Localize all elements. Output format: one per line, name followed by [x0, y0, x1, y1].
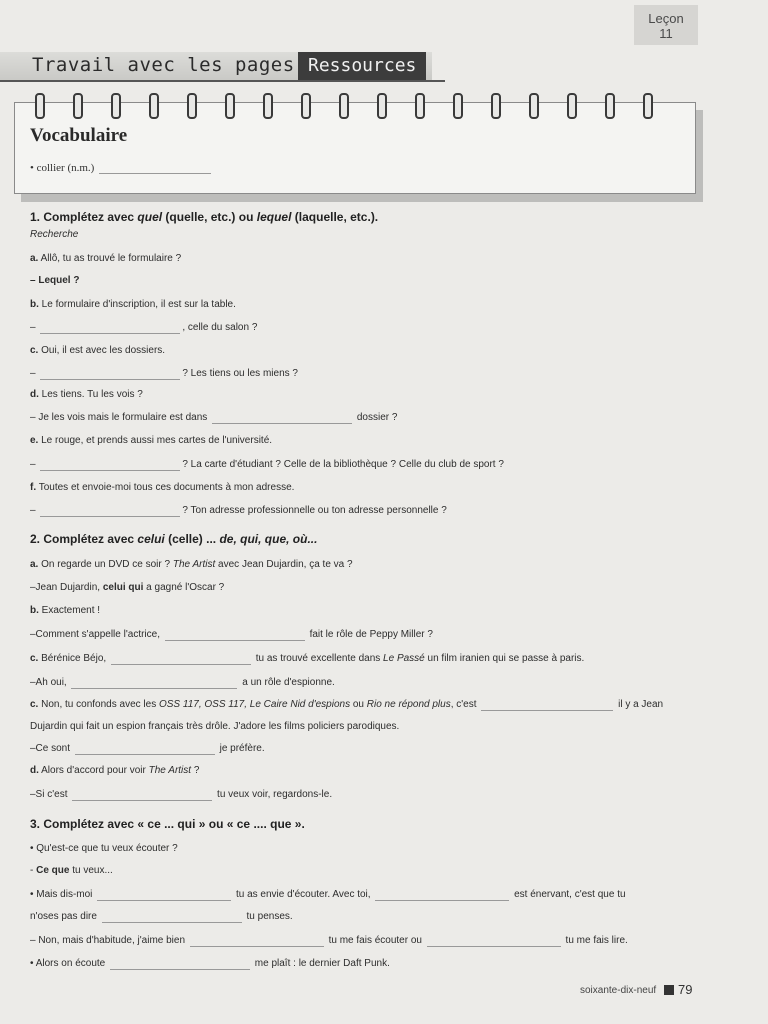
line-3-1: • Qu'est-ce que tu veux écouter ?	[30, 843, 178, 854]
answer-blank[interactable]	[481, 710, 613, 711]
answer-blank[interactable]	[427, 946, 561, 947]
line-2c-reply	[30, 676, 335, 689]
line-2b-reply	[30, 628, 433, 641]
line-text: , c'est	[450, 699, 477, 710]
line-text: tu veux...	[69, 865, 113, 876]
answer-blank[interactable]	[72, 800, 212, 801]
spiral-ring	[35, 93, 45, 119]
line-text: ? Ton adresse professionnelle ou ton adresse personnelle ?	[182, 505, 447, 516]
line-text: ou	[350, 699, 367, 710]
line-1d-reply	[30, 411, 397, 424]
line-1b	[30, 298, 236, 311]
header-divider	[0, 80, 445, 82]
line-text: –Jean Dujardin,	[30, 582, 103, 593]
line-1f	[30, 481, 294, 494]
answer-blank[interactable]	[40, 333, 180, 334]
line-1c	[30, 344, 165, 357]
line-3-4	[30, 910, 293, 923]
exercise-2-title	[30, 533, 317, 546]
line-text: Ce que	[36, 865, 70, 876]
answer-blank[interactable]	[40, 470, 180, 471]
line-text: fait le rôle de Peppy Miller ?	[309, 629, 433, 640]
title-part: Complétez avec	[43, 532, 138, 546]
line-text: Le Passé	[383, 653, 425, 664]
line-2c-continued: Dujardin qui fait un espion français très drôle. J'adore les films policiers parodiques.	[30, 721, 400, 732]
title-part: de, qui, que, où...	[219, 532, 318, 546]
vocabulary-title: Vocabulaire	[30, 125, 128, 146]
spiral-ring	[263, 93, 273, 119]
line-text: un film iranien qui se passe à paris.	[424, 653, 585, 664]
line-1c-reply: – ? Les tiens ou les miens ?	[30, 368, 298, 379]
line-2c-second	[30, 698, 663, 711]
line-text: The Artist	[172, 559, 216, 570]
line-1d	[30, 388, 143, 401]
lecon-number: 11	[659, 26, 673, 41]
line-text: Le rouge, et prends aussi mes cartes de l'université.	[41, 435, 273, 446]
item-letter: b.	[30, 605, 39, 616]
line-1e	[30, 434, 272, 447]
line-3-3	[30, 888, 626, 901]
answer-blank[interactable]	[71, 688, 237, 689]
vocabulary-box	[14, 102, 696, 194]
spiral-ring	[73, 93, 83, 119]
line-2b	[30, 604, 100, 617]
line-text: me plaît : le dernier Daft Punk.	[254, 958, 390, 969]
page-number-words: soixante-dix-neuf	[580, 985, 657, 996]
title-part: (quelle, etc.) ou	[162, 210, 257, 224]
line-text: tu me fais écouter ou	[328, 935, 422, 946]
line-text: –Si c'est	[30, 789, 68, 800]
spiral-ring	[453, 93, 463, 119]
line-text: tu as envie d'écouter. Avec toi,	[235, 889, 371, 900]
line-text: Rio ne répond plus	[366, 699, 451, 710]
line-2a-reply	[30, 581, 224, 594]
answer-blank[interactable]	[40, 379, 180, 380]
title-part: lequel	[256, 210, 292, 224]
page-title-badge: Ressources	[298, 52, 426, 80]
line-text: dossier ?	[356, 412, 398, 423]
line-text: celui qui	[102, 582, 144, 593]
page-title: Travail avec les pages	[32, 54, 295, 76]
line-2d-reply	[30, 788, 332, 801]
line-text: On regarde un DVD ce soir ?	[41, 559, 171, 570]
answer-blank[interactable]	[97, 900, 231, 901]
line-text: – Lequel ?	[30, 275, 80, 286]
exercise-1-title	[30, 211, 378, 224]
line-2a	[30, 558, 353, 571]
line-text: tu veux voir, regardons-le.	[217, 789, 333, 800]
line-text: The Artist	[148, 765, 192, 776]
spiral-ring	[377, 93, 387, 119]
line-text: Les tiens. Tu les vois ?	[41, 389, 143, 400]
line-text: Bérénice Béjo,	[41, 653, 107, 664]
spiral-ring	[529, 93, 539, 119]
line-text: a un rôle d'espionne.	[242, 677, 335, 688]
line-3-5	[30, 934, 628, 947]
line-text: tu as trouvé excellente dans	[255, 653, 384, 664]
spiral-ring	[643, 93, 653, 119]
spiral-ring	[187, 93, 197, 119]
item-letter: d.	[30, 389, 39, 400]
line-text: • Mais dis-moi	[30, 889, 93, 900]
line-text: avec Jean Dujardin, ça te va ?	[215, 559, 353, 570]
answer-blank[interactable]	[110, 969, 250, 970]
vocabulary-term: • collier (n.m.)	[30, 162, 95, 174]
item-letter: e.	[30, 435, 39, 446]
answer-blank[interactable]	[75, 754, 215, 755]
line-text: il y a Jean	[618, 699, 664, 710]
line-1b-reply: – , celle du salon ?	[30, 322, 258, 333]
item-letter: c.	[30, 653, 39, 664]
vocabulary-item	[30, 162, 213, 174]
line-text: – Non, mais d'habitude, j'aime bien	[30, 935, 186, 946]
answer-blank[interactable]	[375, 900, 509, 901]
answer-blank[interactable]	[102, 922, 242, 923]
line-text: n'oses pas dire	[30, 911, 97, 922]
line-1e-reply: – ? La carte d'étudiant ? Celle de la bibliothèque ? Celle du club de sport ?	[30, 459, 504, 470]
line-text: je préfère.	[219, 743, 265, 754]
line-text: Oui, il est avec les dossiers.	[41, 345, 166, 356]
exercise-1-subtitle: Recherche	[30, 229, 79, 240]
title-part: (laquelle, etc.).	[291, 210, 379, 224]
lecon-box	[634, 5, 698, 45]
answer-blank[interactable]	[40, 516, 180, 517]
spiral-ring	[339, 93, 349, 119]
line-2d	[30, 764, 199, 777]
spiral-ring	[301, 93, 311, 119]
answer-blank[interactable]	[165, 640, 305, 641]
line-text: tu me fais lire.	[565, 935, 628, 946]
exercise-number: 3.	[30, 817, 41, 831]
answer-blank[interactable]	[111, 664, 251, 665]
line-text: , celle du salon ?	[182, 322, 258, 333]
answer-blank[interactable]	[212, 423, 352, 424]
line-text: –Ah oui,	[30, 677, 67, 688]
line-text: –Comment s'appelle l'actrice,	[30, 629, 160, 640]
spiral-ring	[225, 93, 235, 119]
line-text: ?	[191, 765, 200, 776]
line-text: • Alors on écoute	[30, 958, 106, 969]
page-marker-icon	[664, 985, 674, 995]
line-text: -	[30, 865, 37, 876]
spiral-ring	[605, 93, 615, 119]
title-part: Complétez avec « ce ... qui » ou « ce .... que ».	[43, 817, 305, 831]
spiral-ring	[567, 93, 577, 119]
line-text: Non, tu confonds avec les	[41, 699, 159, 710]
exercise-number: 2.	[30, 532, 41, 546]
item-letter: c.	[30, 345, 39, 356]
line-text: ? Les tiens ou les miens ?	[182, 368, 298, 379]
line-text: Alors d'accord pour voir	[41, 765, 149, 776]
item-letter: f.	[30, 482, 37, 493]
title-part: Complétez avec	[43, 210, 138, 224]
item-letter: a.	[30, 559, 39, 570]
line-text: a gagné l'Oscar ?	[143, 582, 225, 593]
item-letter: d.	[30, 765, 39, 776]
line-text: – Je les vois mais le formulaire est dans	[30, 412, 208, 423]
line-text: Allô, tu as trouvé le formulaire ?	[40, 253, 182, 264]
line-text: –Ce sont	[30, 743, 71, 754]
line-1a-reply	[30, 274, 79, 287]
line-2c	[30, 652, 584, 665]
exercise-3-title	[30, 818, 305, 831]
line-2c-reply-2	[30, 742, 265, 755]
title-part: (celle) ...	[164, 532, 220, 546]
item-letter: b.	[30, 299, 39, 310]
spiral-ring	[111, 93, 121, 119]
page-number: 79	[678, 982, 693, 997]
line-3-6	[30, 957, 390, 970]
line-3-2	[30, 864, 113, 877]
answer-blank[interactable]	[190, 946, 324, 947]
item-letter: a.	[30, 253, 39, 264]
line-text: Toutes et envoie-moi tous ces documents à mon adresse.	[38, 482, 295, 493]
line-1f-reply: – ? Ton adresse professionnelle ou ton adresse personnelle ?	[30, 505, 447, 516]
item-letter: c.	[30, 699, 39, 710]
line-1a	[30, 252, 181, 265]
line-text: Exactement !	[41, 605, 101, 616]
spiral-ring	[415, 93, 425, 119]
spiral-ring	[491, 93, 501, 119]
spiral-ring	[149, 93, 159, 119]
line-text: OSS 117, OSS 117, Le Caire Nid d'espions	[158, 699, 351, 710]
line-text: est énervant, c'est que tu	[514, 889, 626, 900]
title-part: quel	[137, 210, 163, 224]
line-text: tu penses.	[246, 911, 293, 922]
line-text: Le formulaire d'inscription, il est sur la table.	[41, 299, 236, 310]
answer-blank[interactable]	[99, 173, 211, 174]
line-text: ? La carte d'étudiant ? Celle de la bibliothèque ? Celle du club de sport ?	[182, 459, 504, 470]
title-part: celui	[137, 532, 165, 546]
lecon-label: Leçon	[648, 11, 684, 26]
exercise-number: 1.	[30, 210, 41, 224]
